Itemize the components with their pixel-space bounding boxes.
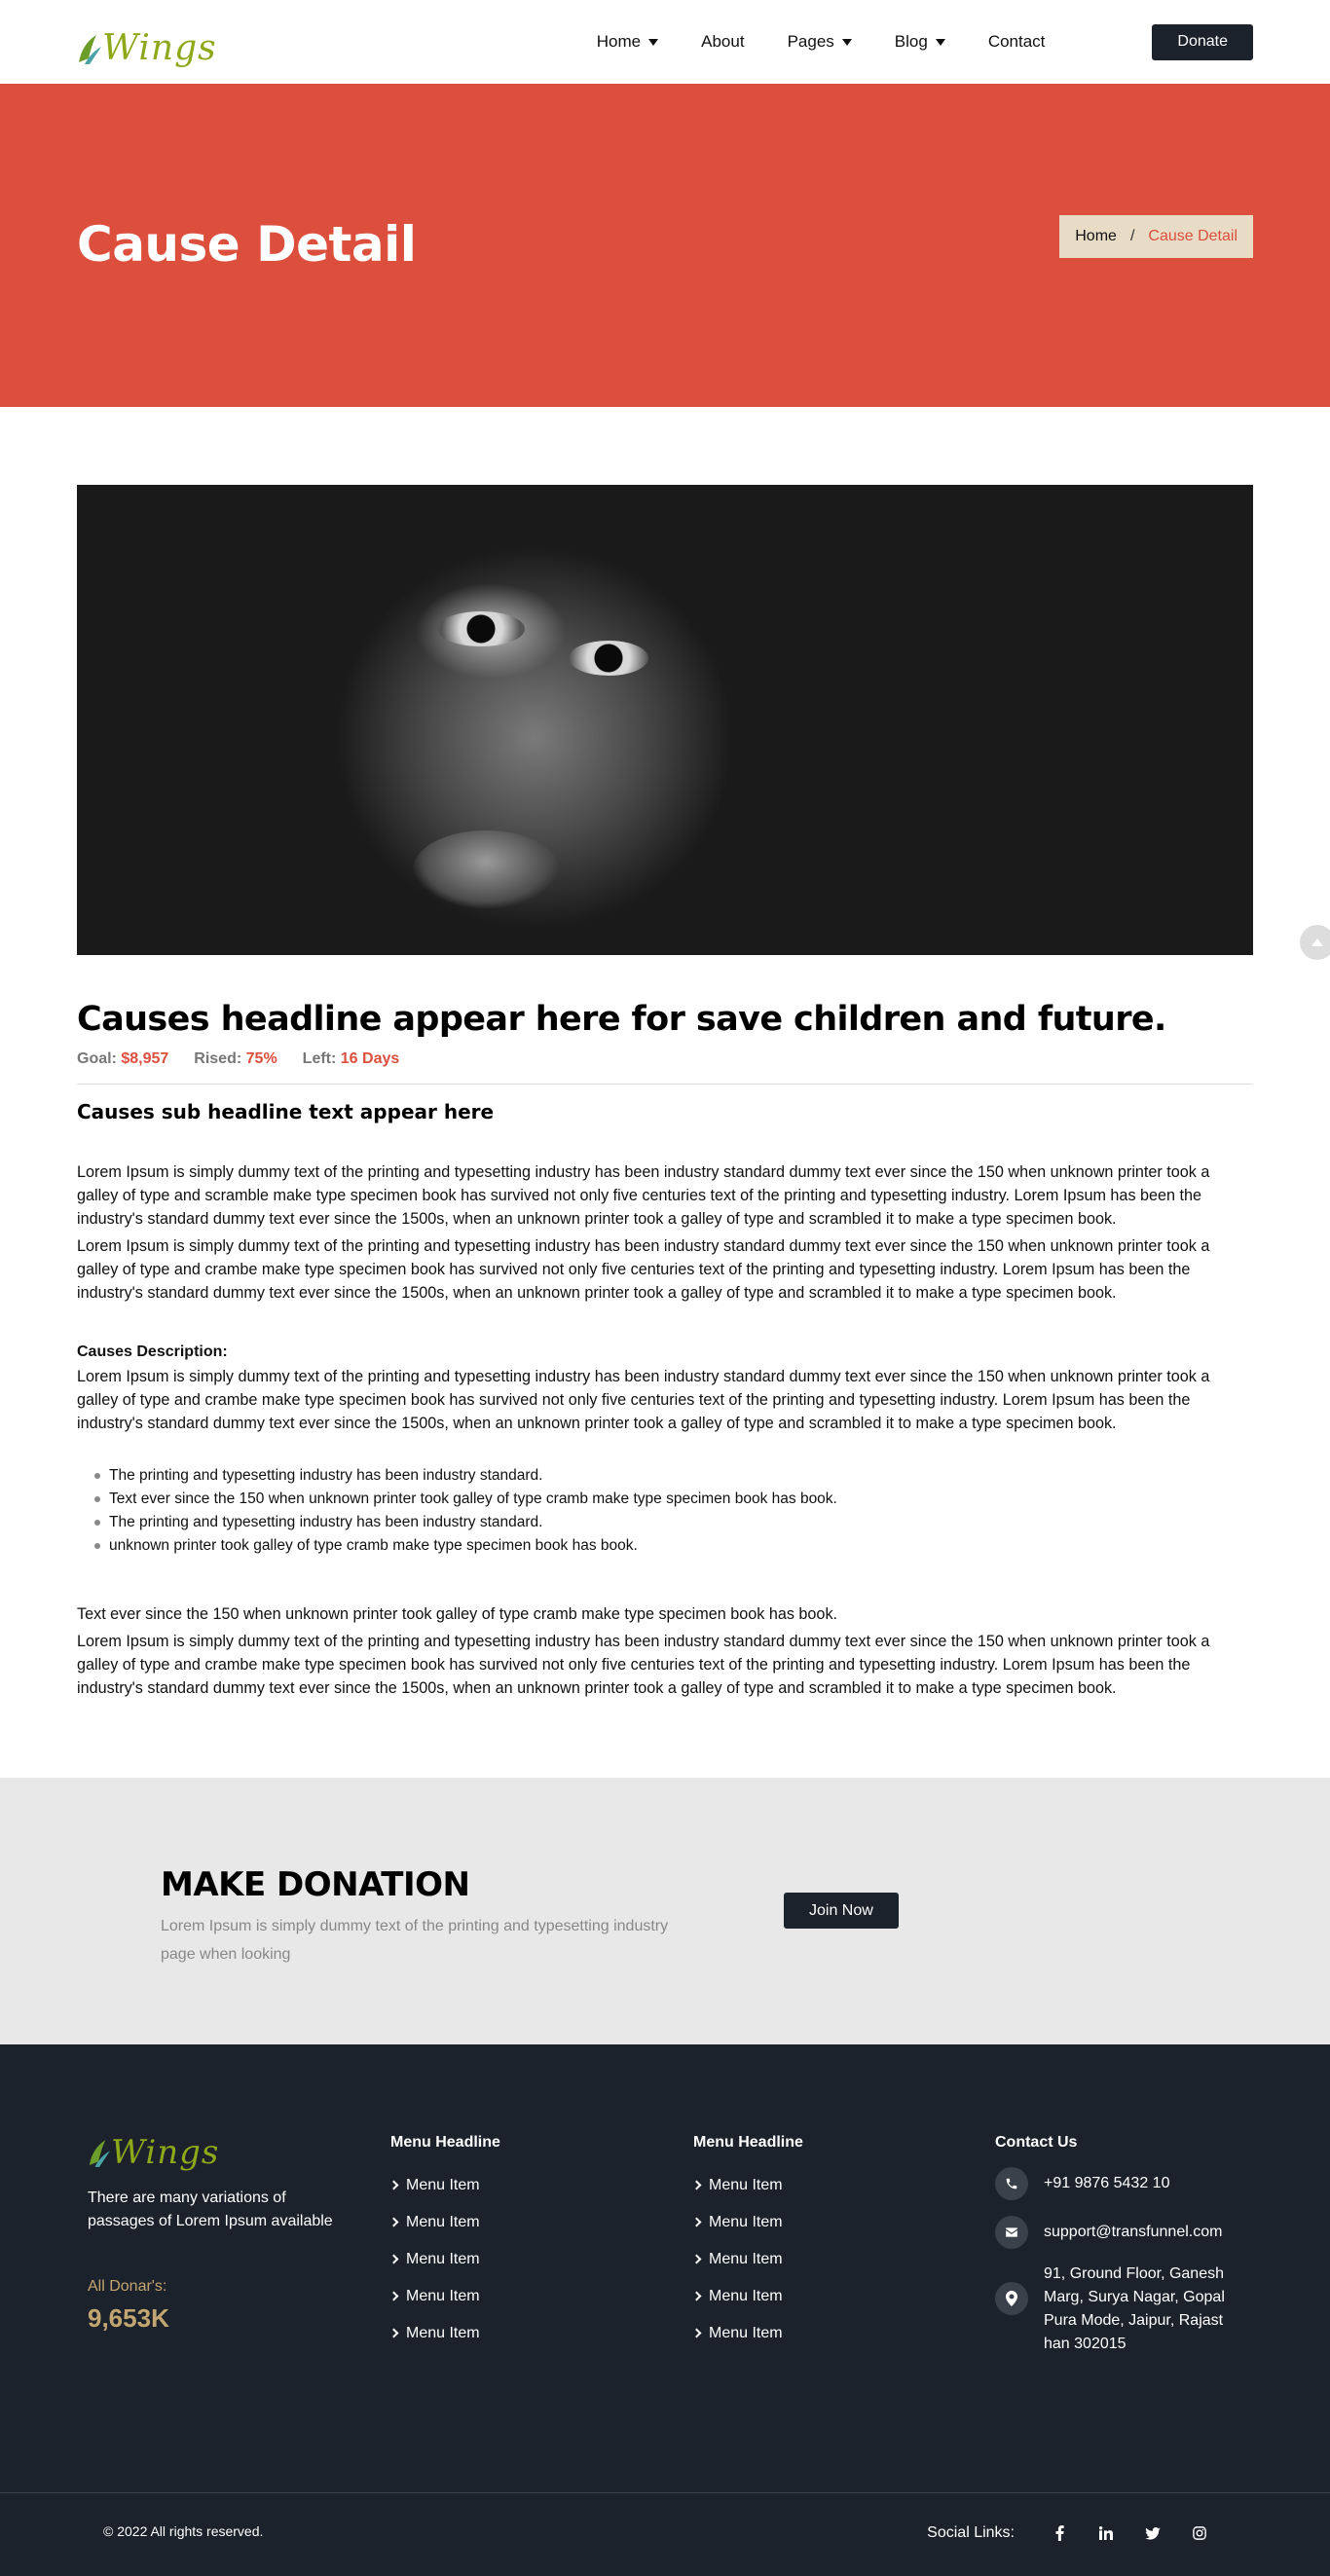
menu-item-label: Menu Item — [709, 2251, 783, 2267]
menu-item[interactable] — [693, 2177, 927, 2214]
site-header — [0, 0, 1330, 84]
menu-item[interactable] — [390, 2288, 624, 2325]
menu-item-label: Menu Item — [709, 2214, 783, 2230]
list-item: The printing and typesetting industry has been industry standard. — [94, 1464, 1253, 1488]
donate-button[interactable]: Donate — [1152, 24, 1253, 60]
chevron-right-icon — [389, 2218, 399, 2227]
menu-item[interactable] — [390, 2214, 624, 2251]
menu-item-label: Menu Item — [406, 2251, 480, 2267]
breadcrumb-separator: / — [1129, 228, 1135, 244]
facebook-icon[interactable] — [1036, 2519, 1083, 2548]
menu-headline: Menu Headline — [693, 2134, 803, 2151]
footer-description: There are many variations of passages of Lorem Ipsum available — [88, 2190, 333, 2229]
menu-item[interactable] — [693, 2325, 927, 2362]
donors-value: 9,653K — [88, 2303, 169, 2333]
menu-item-label: Menu Item — [406, 2288, 480, 2304]
menu-item-label: Menu Item — [406, 2214, 480, 2230]
footer-contact — [995, 2120, 1248, 2356]
chevron-right-icon — [389, 2181, 399, 2190]
paragraph: Lorem Ipsum is simply dummy text of the printing and typesetting industry has been industry standard dummy text ever since the 150 when unknown printer took a galley of type and crambe make type specimen book has survived not only five centuries text of the printing and typesetting industry. Lorem Ipsum has been the industry's standard dummy text ever since the 1500s, when an unknown printer took a galley of type and scrambled it to make a type specimen book. — [77, 1237, 1210, 1302]
twitter-icon[interactable] — [1129, 2519, 1176, 2548]
wings-logo-icon — [88, 2138, 111, 2169]
menu-item[interactable] — [693, 2288, 927, 2325]
chevron-right-icon — [692, 2181, 702, 2190]
menu-list — [693, 2177, 927, 2362]
days-left-label: Left: — [302, 1050, 337, 1067]
menu-item-label: Menu Item — [406, 2177, 480, 2193]
main-nav — [597, 32, 1046, 52]
envelope-icon — [995, 2216, 1028, 2249]
list-item: unknown printer took galley of type cramb make type specimen book has book. — [94, 1534, 1253, 1558]
chevron-right-icon — [692, 2329, 702, 2338]
caret-down-icon — [936, 39, 945, 46]
nav-item-pages[interactable] — [788, 32, 852, 52]
nav-item-home[interactable] — [597, 32, 658, 52]
menu-item[interactable] — [693, 2214, 927, 2251]
days-left-value: 16 Days — [340, 1050, 400, 1067]
chevron-right-icon — [692, 2218, 702, 2227]
photo-detail — [437, 611, 525, 646]
nav-item-contact[interactable] — [988, 32, 1046, 52]
menu-item[interactable] — [390, 2325, 624, 2362]
chevron-right-icon — [692, 2255, 702, 2264]
raised-label: Rised: — [194, 1050, 242, 1067]
bullet-list — [94, 1464, 1253, 1558]
menu-item-label: Menu Item — [709, 2288, 783, 2304]
address-text: 91, Ground Floor, Ganesh Marg, Surya Nagar, Gopal Pura Mode, Jaipur, Rajast han 302015 — [1044, 2265, 1225, 2352]
donation-title: MAKE DONATION — [161, 1865, 470, 1904]
photo-detail — [413, 830, 559, 908]
breadcrumb-home-link[interactable]: Home — [1075, 228, 1117, 244]
paragraph: Lorem Ipsum is simply dummy text of the printing and typesetting industry has been industry standard dummy text ever since the 150 when unknown printer took a galley of type and scramble make type specimen book has survived not only five centuries text of the printing and typesetting industry. Lorem Ipsum has been the industry's standard dummy text ever since the 1500s, when an unknown printer took a galley of type and scrambled it to make a type specimen book. — [77, 1163, 1210, 1228]
description-heading: Causes Description: — [77, 1343, 228, 1360]
donation-text: Lorem Ipsum is simply dummy text of the printing and typesetting industry page when looking — [161, 1918, 669, 1963]
caret-down-icon — [842, 39, 852, 46]
photo-detail — [569, 641, 648, 676]
footer-bottom-bar — [0, 2492, 1330, 2576]
goal-stat — [77, 1050, 168, 1068]
menu-headline: Menu Headline — [390, 2134, 500, 2151]
chevron-right-icon — [389, 2292, 399, 2301]
breadcrumb — [1059, 215, 1253, 258]
page-hero — [0, 84, 1330, 407]
page-title: Cause Detail — [77, 216, 417, 273]
days-left-stat — [303, 1050, 400, 1068]
cause-photo — [77, 485, 1253, 955]
list-item: The printing and typesetting industry has been industry standard. — [94, 1511, 1253, 1534]
footer-menu-2 — [693, 2120, 927, 2362]
logo-text: Wings — [111, 2133, 220, 2172]
menu-item-label: Menu Item — [406, 2325, 480, 2341]
location-pin-icon — [995, 2282, 1028, 2315]
email-address: support@transfunnel.com — [1044, 2224, 1223, 2240]
logo-text: Wings — [102, 28, 217, 68]
linkedin-icon[interactable] — [1083, 2519, 1129, 2548]
menu-item[interactable] — [693, 2251, 927, 2288]
paragraph: Text ever since the 150 when unknown printer took galley of type cramb make type specimen book has book. — [77, 1605, 838, 1623]
cause-headline: Causes headline appear here for save children and future. — [77, 1000, 1166, 1039]
wings-logo-icon — [77, 33, 102, 66]
scroll-to-top-button[interactable] — [1300, 925, 1330, 960]
join-now-button[interactable]: Join Now — [784, 1893, 899, 1929]
nav-label: Pages — [787, 32, 834, 51]
contact-headline: Contact Us — [995, 2134, 1078, 2151]
footer-about — [88, 2120, 341, 2334]
cause-content — [0, 407, 1330, 1778]
cause-stats — [77, 1050, 1253, 1085]
raised-stat — [194, 1050, 277, 1068]
chevron-right-icon — [692, 2292, 702, 2301]
social-label: Social Links: — [927, 2524, 1015, 2541]
nav-item-about[interactable] — [701, 32, 744, 52]
instagram-icon[interactable] — [1176, 2519, 1223, 2548]
contact-email[interactable] — [995, 2216, 1248, 2249]
paragraph: Lorem Ipsum is simply dummy text of the printing and typesetting industry has been industry standard dummy text ever since the 150 when unknown printer took a galley of type and crambe make type specimen book has survived not only five centuries text of the printing and typesetting industry. Lorem Ipsum has been the industry's standard dummy text ever since the 1500s, when an unknown printer took a galley of type and scrambled it to make a type specimen book. — [77, 1368, 1210, 1432]
goal-value: $8,957 — [121, 1050, 169, 1067]
nav-label: Home — [596, 32, 642, 51]
nav-label: About — [701, 32, 745, 51]
menu-item[interactable] — [390, 2251, 624, 2288]
goal-label: Goal: — [77, 1050, 117, 1067]
logo[interactable] — [77, 18, 217, 66]
paragraph: Lorem Ipsum is simply dummy text of the printing and typesetting industry has been industry standard dummy text ever since the 150 when unknown printer took a galley of type and crambe make type specimen book has survived not only five centuries text of the printing and typesetting industry. Lorem Ipsum has been the industry's standard dummy text ever since the 1500s, when an unknown printer took a galley of type and scrambled it to make a type specimen book. — [77, 1633, 1210, 1697]
phone-number: +91 9876 5432 10 — [1044, 2175, 1170, 2191]
list-item: Text ever since the 150 when unknown printer took galley of type cramb make type specimen book has book. — [94, 1488, 1253, 1511]
donation-cta — [0, 1778, 1330, 2044]
menu-item-label: Menu Item — [709, 2177, 783, 2193]
menu-list — [390, 2177, 624, 2362]
cause-subheadline: Causes sub headline text appear here — [77, 1100, 495, 1123]
menu-item[interactable] — [390, 2177, 624, 2214]
nav-label: Blog — [894, 32, 928, 51]
contact-address — [995, 2263, 1248, 2356]
footer-logo[interactable] — [88, 2120, 341, 2172]
site-footer — [0, 2044, 1330, 2576]
donors-label: All Donar's: — [88, 2278, 167, 2295]
nav-item-blog[interactable] — [895, 32, 945, 52]
chevron-right-icon — [389, 2329, 399, 2338]
chevron-right-icon — [389, 2255, 399, 2264]
caret-down-icon — [648, 39, 658, 46]
footer-menu-1 — [390, 2120, 624, 2362]
raised-value: 75% — [245, 1050, 277, 1067]
contact-phone[interactable] — [995, 2167, 1248, 2200]
nav-label: Contact — [987, 32, 1046, 51]
copyright: © 2022 All rights reserved. — [103, 2523, 264, 2539]
menu-item-label: Menu Item — [709, 2325, 783, 2341]
breadcrumb-current: Cause Detail — [1148, 228, 1238, 244]
social-links — [927, 2519, 1223, 2548]
phone-icon — [995, 2167, 1028, 2200]
